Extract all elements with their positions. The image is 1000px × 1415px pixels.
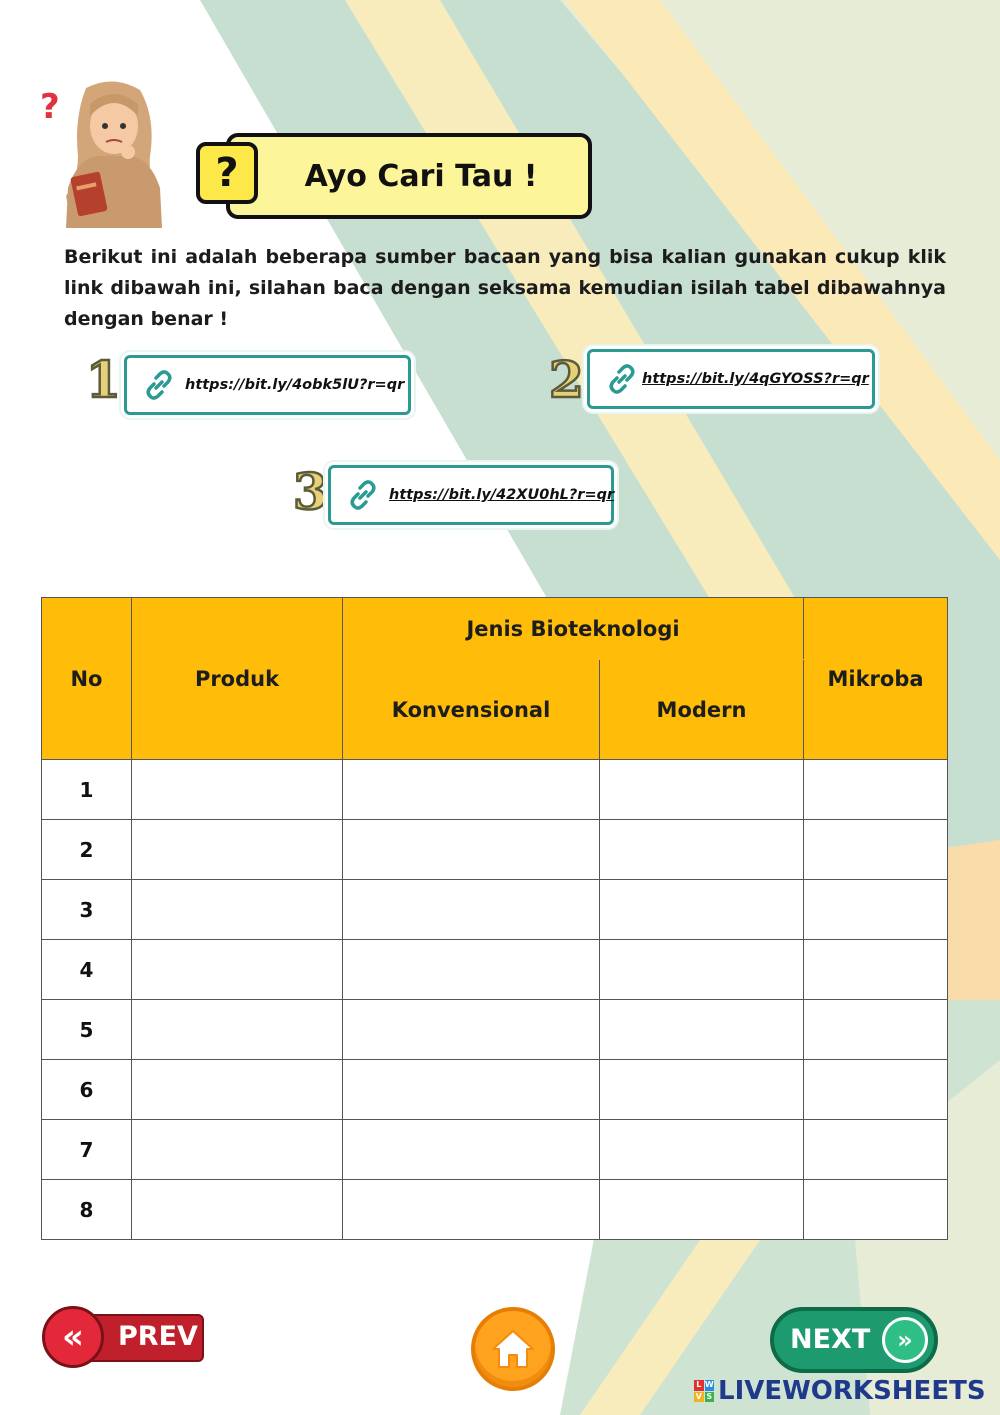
produk-input[interactable] <box>132 880 343 940</box>
modern-input[interactable] <box>600 940 804 1000</box>
header-produk: Produk <box>132 598 343 760</box>
produk-input[interactable] <box>132 1180 343 1240</box>
page-title: Ayo Cari Tau ! <box>304 158 538 194</box>
link-icon <box>345 477 381 513</box>
link-card-2[interactable] <box>587 349 875 409</box>
liveworksheets-logo: L W V S <box>695 1380 714 1401</box>
row-number: 6 <box>42 1060 132 1120</box>
konvensional-input[interactable] <box>343 820 600 880</box>
row-number: 3 <box>42 880 132 940</box>
produk-input[interactable] <box>132 940 343 1000</box>
produk-input[interactable] <box>132 760 343 820</box>
prev-label: PREV <box>118 1321 198 1352</box>
mikroba-input[interactable] <box>804 1120 948 1180</box>
brand-name: LIVEWORKSHEETS <box>718 1376 986 1406</box>
modern-input[interactable] <box>600 1060 804 1120</box>
double-chevron-left-icon: « <box>42 1306 104 1368</box>
modern-input[interactable] <box>600 820 804 880</box>
konvensional-input[interactable] <box>343 940 600 1000</box>
konvensional-input[interactable] <box>343 880 600 940</box>
modern-input[interactable] <box>600 1180 804 1240</box>
link-url-2[interactable]: https://bit.ly/4qGYOSS?r=qr <box>642 371 869 387</box>
header-jenis-bioteknologi: Jenis Bioteknologi <box>343 598 804 660</box>
table-row <box>42 1000 948 1060</box>
double-chevron-right-icon: » <box>882 1317 928 1363</box>
modern-input[interactable] <box>600 880 804 940</box>
link-url-3[interactable]: https://bit.ly/42XU0hL?r=qr <box>389 487 615 503</box>
konvensional-input[interactable] <box>343 1180 600 1240</box>
table-row <box>42 880 948 940</box>
table-row <box>42 760 948 820</box>
liveworksheets-brand <box>694 1376 986 1406</box>
mikroba-input[interactable] <box>804 1000 948 1060</box>
next-label: NEXT <box>790 1324 871 1355</box>
row-number: 2 <box>42 820 132 880</box>
konvensional-input[interactable] <box>343 760 600 820</box>
link-card-3[interactable] <box>328 465 614 525</box>
header-mikroba: Mikroba <box>804 598 948 760</box>
bioteknologi-table <box>41 597 947 1240</box>
mikroba-input[interactable] <box>804 820 948 880</box>
mikroba-input[interactable] <box>804 880 948 940</box>
link-url-1[interactable]: https://bit.ly/4obk5lU?r=qr <box>185 377 405 393</box>
mikroba-input[interactable] <box>804 940 948 1000</box>
prev-button[interactable] <box>42 1306 204 1368</box>
row-number: 4 <box>42 940 132 1000</box>
header-no: No <box>42 598 132 760</box>
row-number: 1 <box>42 760 132 820</box>
thinking-student-icon <box>38 78 188 228</box>
link-card-1[interactable] <box>124 355 411 415</box>
mikroba-input[interactable] <box>804 1060 948 1120</box>
produk-input[interactable] <box>132 820 343 880</box>
table-row <box>42 1060 948 1120</box>
link-number-3: 3 <box>293 462 328 521</box>
question-mark-icon: ? <box>196 142 258 204</box>
link-number-2: 2 <box>549 350 584 409</box>
row-number: 8 <box>42 1180 132 1240</box>
row-number: 5 <box>42 1000 132 1060</box>
table-row <box>42 940 948 1000</box>
title-banner <box>226 133 592 219</box>
svg-text:?: ? <box>40 87 60 127</box>
modern-input[interactable] <box>600 1000 804 1060</box>
link-icon <box>604 361 640 397</box>
konvensional-input[interactable] <box>343 1000 600 1060</box>
link-icon <box>141 367 177 403</box>
mikroba-input[interactable] <box>804 1180 948 1240</box>
home-icon <box>490 1327 536 1371</box>
link-number-1: 1 <box>86 350 121 409</box>
header-modern: Modern <box>600 660 804 760</box>
home-button[interactable] <box>471 1307 555 1391</box>
modern-input[interactable] <box>600 1120 804 1180</box>
row-number: 7 <box>42 1120 132 1180</box>
header-konvensional: Konvensional <box>343 660 600 760</box>
konvensional-input[interactable] <box>343 1060 600 1120</box>
produk-input[interactable] <box>132 1060 343 1120</box>
produk-input[interactable] <box>132 1000 343 1060</box>
table-row <box>42 1120 948 1180</box>
modern-input[interactable] <box>600 760 804 820</box>
produk-input[interactable] <box>132 1120 343 1180</box>
konvensional-input[interactable] <box>343 1120 600 1180</box>
table-row <box>42 820 948 880</box>
table-row <box>42 1180 948 1240</box>
intro-text: Berikut ini adalah beberapa sumber bacaan yang bisa kalian gunakan cukup klik link dibawah ini, silahan baca dengan seksama kemudian isilah tabel dibawahnya dengan benar ! <box>64 246 946 330</box>
mikroba-input[interactable] <box>804 760 948 820</box>
next-button[interactable] <box>770 1307 938 1373</box>
